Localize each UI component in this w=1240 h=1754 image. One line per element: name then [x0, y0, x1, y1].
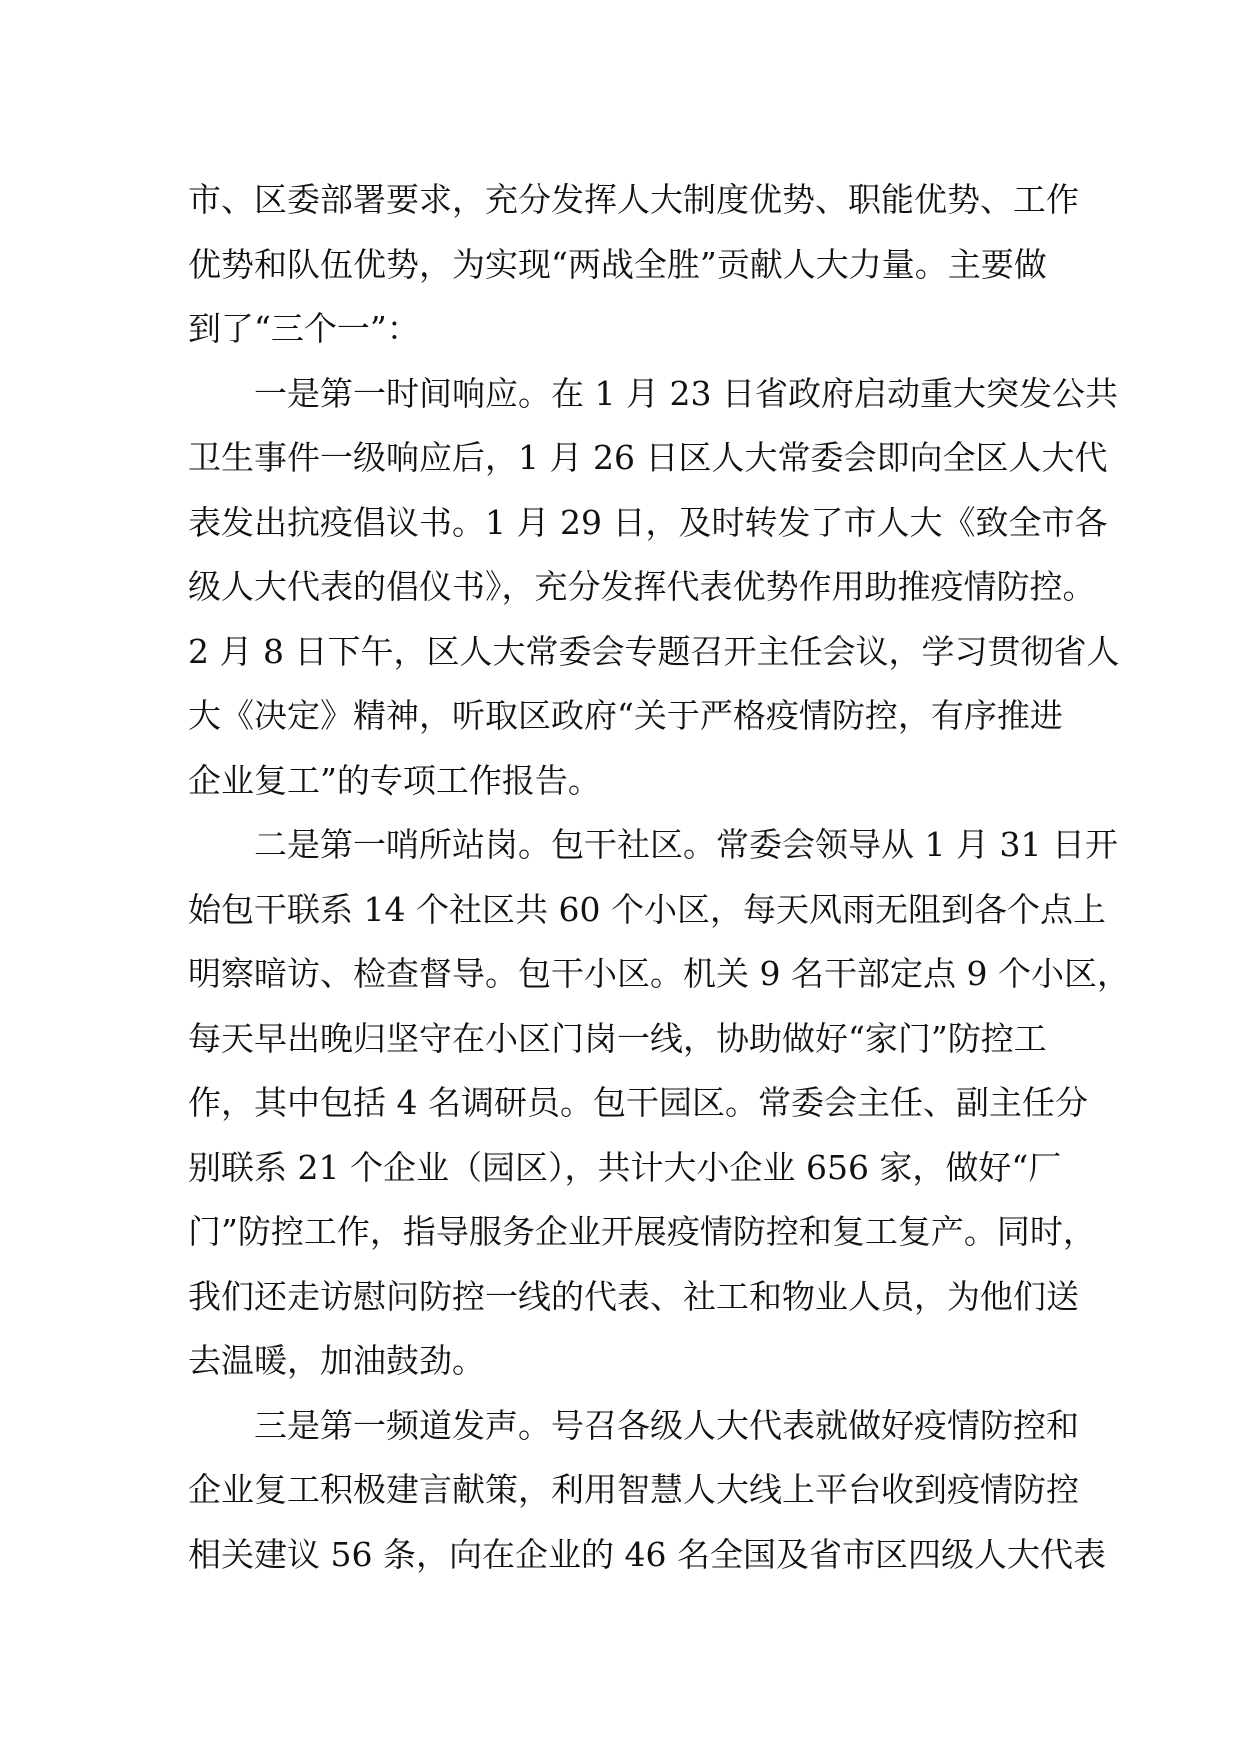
paragraph-2-start: 二是第一哨所站岗。包干社区。常委会领导从 1 月 31 日开	[188, 825, 1118, 864]
text-line: 优势和队伍优势，为实现“两战全胜”贡献人大力量。主要做	[188, 244, 1047, 284]
paragraph-1-start: 一是第一时间响应。在 1 月 23 日省政府启动重大突发公共	[188, 373, 1118, 413]
body-text	[188, 168, 1130, 1587]
text-line: 我们还走访慰问防控一线的代表、社工和物业人员，为他们送	[188, 1276, 1079, 1316]
text-line: 大《决定》精神，听取区政府“关于严格疫情防控，有序推进	[188, 696, 1063, 735]
paragraph-3-start: 三是第一频道发声。号召各级人大代表就做好疫情防控和	[188, 1405, 1079, 1445]
text-line: 作，其中包括 4 名调研员。包干园区。常委会主任、副主任分	[188, 1083, 1088, 1122]
text-line: 每天早出晚归坚守在小区门岗一线，协助做好“家门”防控工	[188, 1018, 1047, 1058]
text-line: 市、区委部署要求，充分发挥人大制度优势、职能优势、工作	[188, 180, 1079, 219]
text-line: 去温暖，加油鼓劲。	[188, 1341, 485, 1380]
text-line: 2 月 8 日下午，区人大常委会专题召开主任会议，学习贯彻省人	[188, 631, 1120, 671]
text-line: 卫生事件一级响应后，1 月 26 日区人大常委会即向全区人大代	[188, 438, 1108, 477]
text-line: 表发出抗疫倡议书。1 月 29 日，及时转发了市人大《致全市各	[188, 502, 1108, 542]
text-line: 相关建议 56 条，向在企业的 46 名全国及省市区四级人大代表	[188, 1534, 1106, 1574]
text-line: 级人大代表的倡仪书》，充分发挥代表优势作用助推疫情防控。	[188, 567, 1096, 606]
text-line: 企业复工积极建言献策，利用智慧人大线上平台收到疫情防控	[188, 1470, 1079, 1509]
text-line: 企业复工”的专项工作报告。	[188, 760, 601, 800]
text-line: 别联系 21 个企业（园区），共计大小企业 656 家，做好“厂	[188, 1147, 1062, 1187]
text-line: 门”防控工作，指导服务企业开展疫情防控和复工复产。同时，	[188, 1212, 1096, 1251]
text-line: 始包干联系 14 个社区共 60 个小区，每天风雨无阻到各个点上	[188, 889, 1106, 929]
text-line: 明察暗访、检查督导。包干小区。机关 9 名干部定点 9 个小区，	[188, 954, 1130, 993]
text-line: 到了“三个一”：	[188, 309, 420, 348]
